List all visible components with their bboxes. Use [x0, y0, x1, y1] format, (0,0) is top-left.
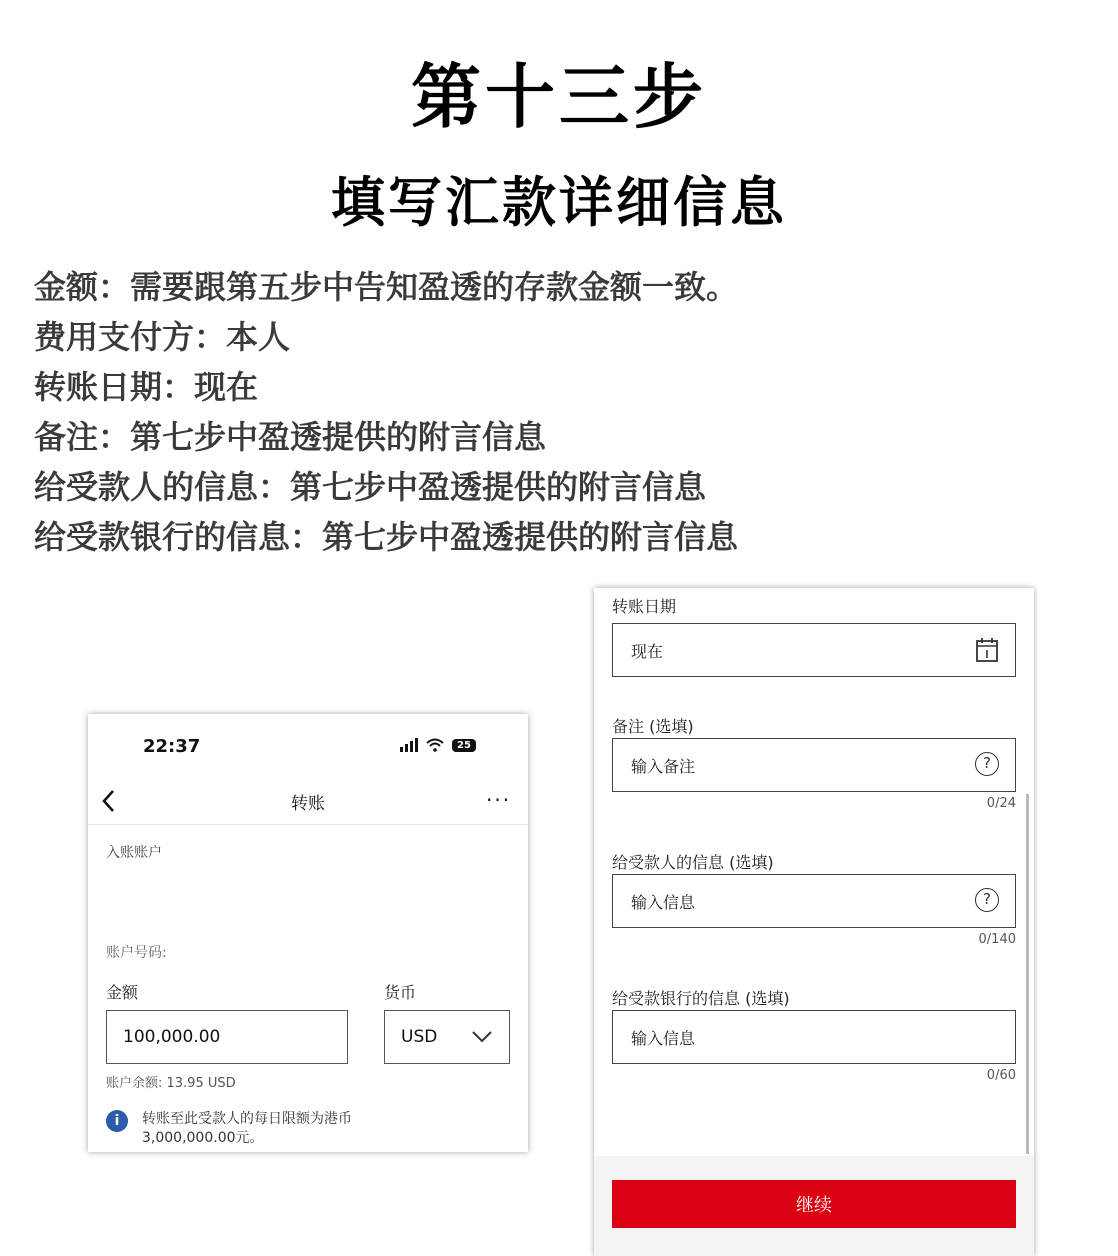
account-number-label: 账户号码: — [106, 945, 167, 961]
bank-info-placeholder: 输入信息 — [631, 1028, 696, 1048]
instruction-bank-info: 给受款银行的信息：第七步中盈透提供的附言信息 — [34, 518, 739, 556]
amount-input[interactable]: 100,000.00 — [106, 1010, 348, 1064]
payee-info-input[interactable] — [612, 874, 1016, 928]
wifi-icon — [426, 738, 444, 752]
instruction-amount: 金额：需要跟第五步中告知盈透的存款金额一致。 — [34, 268, 739, 306]
nav-bar — [88, 780, 528, 825]
payee-info-placeholder: 输入信息 — [631, 892, 696, 912]
remark-input[interactable] — [612, 738, 1016, 792]
transfer-date-value: 现在 — [631, 641, 664, 661]
signal-icon — [400, 738, 418, 752]
transfer-date-label: 转账日期 — [612, 597, 677, 616]
currency-select[interactable] — [384, 1010, 510, 1064]
currency-value: USD — [401, 1027, 438, 1047]
payee-info-label: 给受款人的信息 (选填) — [612, 853, 774, 872]
more-icon[interactable]: ··· — [486, 788, 512, 812]
bank-info-counter: 0/60 — [986, 1068, 1016, 1083]
instruction-payee-info: 给受款人的信息：第七步中盈透提供的附言信息 — [34, 468, 707, 506]
status-icons — [400, 738, 476, 752]
instruction-transfer-date: 转账日期：现在 — [34, 368, 259, 406]
instruction-list — [34, 262, 1094, 562]
scrollbar[interactable] — [1026, 794, 1029, 1154]
page-title: 第十三步 — [411, 56, 707, 138]
transfer-details-form — [594, 588, 1034, 1256]
balance-text: 账户余额: 13.95 USD — [106, 1076, 236, 1091]
page-subtitle: 填写汇款详细信息 — [331, 171, 787, 234]
info-icon: i — [106, 1110, 128, 1132]
payee-info-counter: 0/140 — [978, 932, 1016, 947]
calendar-icon[interactable] — [975, 637, 999, 663]
instruction-fee-payer: 费用支付方：本人 — [34, 318, 291, 356]
battery-icon: 25 — [452, 739, 476, 752]
amount-label: 金额 — [106, 983, 139, 1002]
limit-notice: 转账至此受款人的每日限额为港币3,000,000.00元。 — [142, 1111, 352, 1146]
currency-label: 货币 — [384, 983, 417, 1002]
nav-title: 转账 — [291, 794, 325, 814]
remark-label: 备注 (选填) — [612, 717, 694, 736]
transfer-screen — [88, 714, 528, 1152]
transfer-date-field[interactable] — [612, 623, 1016, 677]
remark-placeholder: 输入备注 — [631, 756, 696, 776]
bank-info-label: 给受款银行的信息 (选填) — [612, 989, 790, 1008]
receiving-account-label: 入账账户 — [106, 845, 162, 861]
help-icon[interactable]: ? — [975, 752, 999, 776]
help-icon[interactable]: ? — [975, 888, 999, 912]
instruction-remark: 备注：第七步中盈透提供的附言信息 — [34, 418, 547, 456]
chevron-down-icon — [471, 1026, 493, 1046]
status-time: 22:37 — [143, 736, 201, 757]
bank-info-input[interactable] — [612, 1010, 1016, 1064]
continue-button[interactable]: 继续 — [612, 1180, 1016, 1228]
remark-counter: 0/24 — [986, 796, 1016, 811]
